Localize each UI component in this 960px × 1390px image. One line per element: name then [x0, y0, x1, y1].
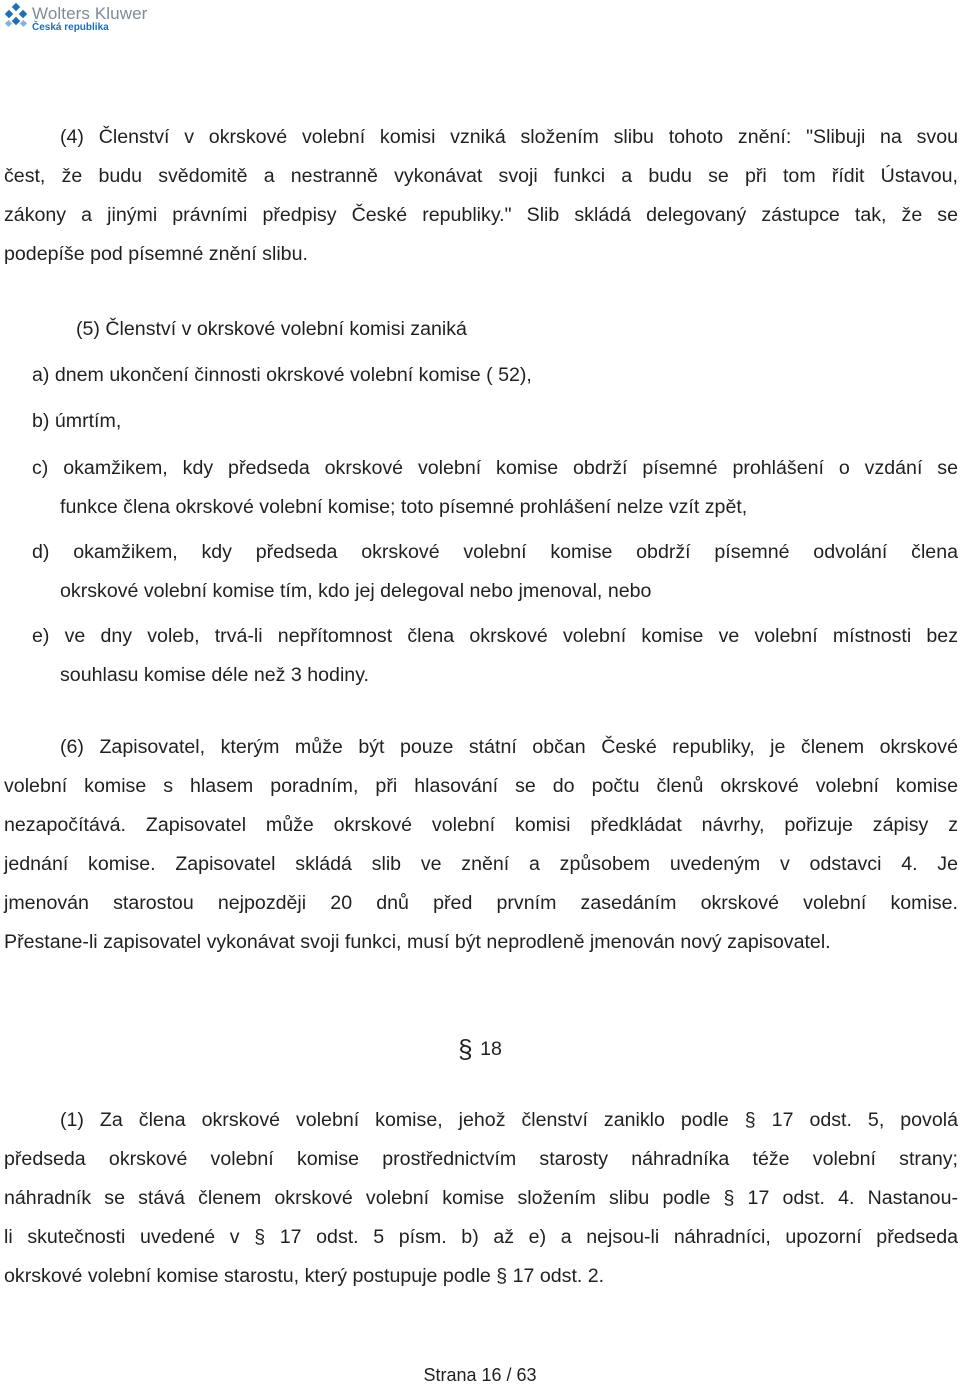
paragraph-18-1-line: (1) Za člena okrskové volební komise, jehož členství zaniklo podle § 17 odst. 5, povolá	[60, 1109, 958, 1131]
item-e-line: e) ve dny voleb, trvá-li nepřítomnost člena okrskové volební komise ve volební místnosti bez	[32, 625, 958, 647]
section-heading	[0, 1030, 960, 1069]
paragraph-18-1-line: okrskové volební komise starostu, který postupuje podle § 17 odst. 2.	[4, 1265, 605, 1287]
item-d-line: d) okamžikem, kdy předseda okrskové volební komise obdrží písemné odvolání člena	[32, 541, 958, 563]
paragraph-5-item-c	[32, 449, 958, 527]
paragraph-6-line: volební komise s hlasem poradním, při hlasování se do počtu členů okrskové volební komise	[4, 775, 958, 797]
section-number: 18	[480, 1038, 502, 1060]
page-number: Strana 16 / 63	[423, 1365, 537, 1385]
paragraph-5-item-d	[32, 533, 958, 611]
item-c-line: c) okamžikem, kdy předseda okrskové volební komise obdrží písemné prohlášení o vzdání se	[32, 457, 958, 479]
paragraph-5-item-e	[32, 617, 958, 695]
wolters-kluwer-logo-icon	[4, 3, 28, 31]
paragraph-6-line: (6) Zapisovatel, kterým může být pouze státní občan České republiky, je členem okrskové	[60, 736, 958, 758]
paragraph-5-intro: (5) Členství v okrskové volební komisi zaniká	[76, 318, 467, 340]
paragraph-18-1-line: náhradník se stává členem okrskové volební komise složením slibu podle § 17 odst. 4. Nastanou-	[4, 1187, 958, 1209]
item-d-line: okrskové volební komise tím, kdo jej delegoval nebo jmenoval, nebo	[60, 580, 652, 602]
paragraph-6-line: jmenován starostou nejpozději 20 dnů před prvním zasedáním okrskové volební komise.	[4, 892, 958, 914]
logo-name: Wolters Kluwer	[32, 4, 148, 23]
paragraph-6-line: jednání komise. Zapisovatel skládá slib ve znění a způsobem uvedeným v odstavci 4. Je	[4, 853, 958, 875]
section-symbol: §	[458, 1034, 473, 1064]
publisher-logo	[4, 3, 147, 35]
logo-subtitle: Česká republika	[32, 22, 109, 33]
paragraph-6-line: nezapočítává. Zapisovatel může okrskové volební komisi předkládat návrhy, pořizuje zápisy z	[4, 814, 958, 836]
paragraph-6-line: Přestane-li zapisovatel vykonávat svoji funkci, musí být neprodleně jmenován nový zapisovatel.	[4, 931, 831, 953]
paragraph-6	[4, 728, 958, 962]
paragraph-18-1	[4, 1101, 958, 1296]
paragraph-18-1-line: předseda okrskové volební komise prostřednictvím starosty náhradníka téže volební strany;	[4, 1148, 958, 1170]
paragraph-4-line: (4) Členství v okrskové volební komisi vzniká složením slibu tohoto znění: "Slibuji na svou	[60, 126, 958, 148]
paragraph-4-line: čest, že budu svědomitě a nestranně vykonávat svoji funkci a budu se při tom řídit Ústavou,	[4, 165, 958, 187]
paragraph-4-line: zákony a jinými právními předpisy České republiky." Slib skládá delegovaný zástupce tak, že se	[4, 204, 958, 226]
paragraph-5-item-a: a) dnem ukončení činnosti okrskové volební komise ( 52),	[32, 364, 532, 386]
paragraph-4-line: podepíše pod písemné znění slibu.	[4, 243, 308, 265]
item-e-line: souhlasu komise déle než 3 hodiny.	[60, 664, 369, 686]
paragraph-4	[4, 118, 958, 274]
item-c-line: funkce člena okrskové volební komise; toto písemné prohlášení nelze vzít zpět,	[60, 496, 748, 518]
paragraph-5-item-b: b) úmrtím,	[32, 410, 122, 432]
paragraph-18-1-line: li skutečnosti uvedené v § 17 odst. 5 písm. b) až e) a nejsou-li náhradníci, upozorní předseda	[4, 1226, 958, 1248]
